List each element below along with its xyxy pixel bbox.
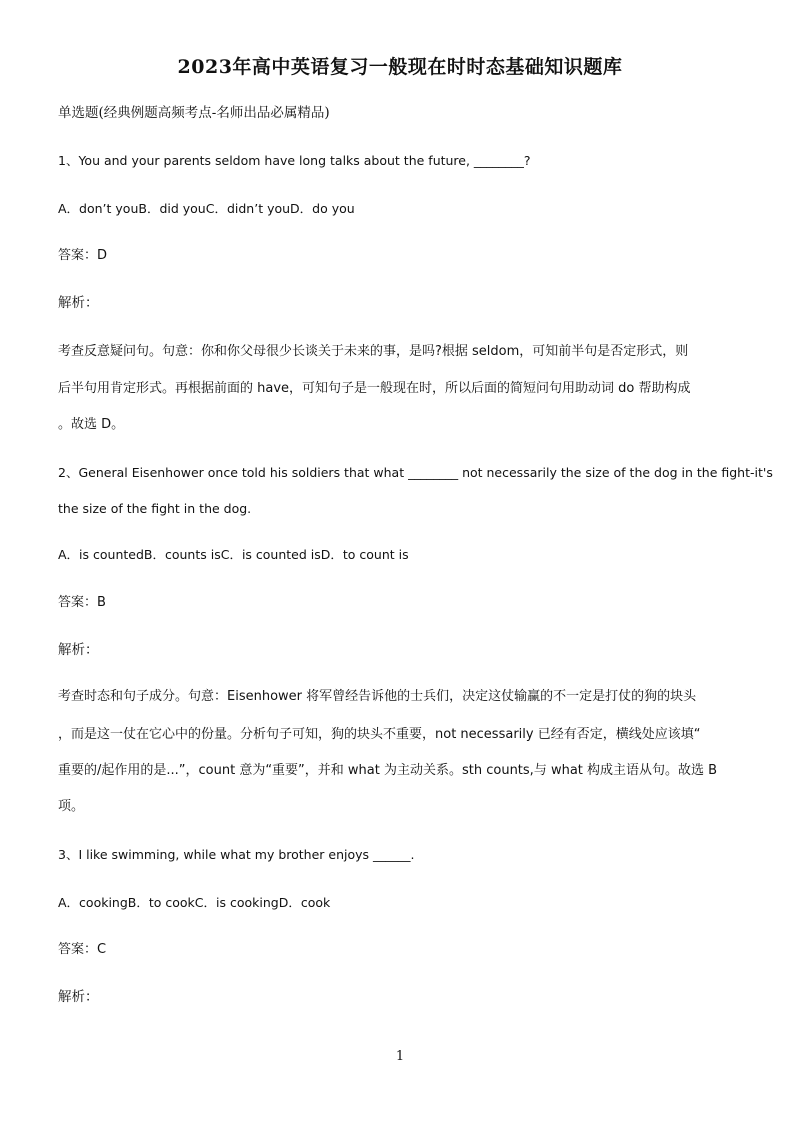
question-1-analysis-line: 。故选 D。 <box>58 417 125 432</box>
page-number: 1 <box>395 1049 405 1064</box>
question-2-analysis-line: ，而是这一仗在它心中的份量。分析句子可知，狗的块头不重要，not necessarily 已经有否定，横线处应该填“ <box>58 727 701 742</box>
question-3-analysis-label: 解析： <box>58 989 99 1005</box>
document-title: 2023年高中英语复习一般现在时时态基础知识题库 <box>177 56 623 78</box>
question-2-analysis-line: 项。 <box>58 799 85 814</box>
question-1-options: A．don’t youB．did youC．didn’t youD．do you <box>58 201 355 216</box>
question-2-stem: the size of the fight in the dog. <box>58 501 252 516</box>
question-2-analysis-line: 重要的/起作用的是...”，count 意为“重要”，并和 what 为主动关系。sth counts,与 what 构成主语从句。故选 B <box>58 763 718 778</box>
question-1-analysis-label: 解析： <box>58 295 99 311</box>
question-1-analysis-line: 后半句用肯定形式。再根据前面的 have，可知句子是一般现在时，所以后面的简短问句用助动词 do 帮助构成 <box>58 381 691 396</box>
question-1-analysis-line: 考查反意疑问句。句意：你和你父母很少长谈关于未来的事，是吗?根据 seldom，可知前半句是否定形式，则 <box>58 344 689 359</box>
question-3-answer: 答案：C <box>58 942 107 957</box>
question-1-stem: 1、You and your parents seldom have long talks about the future, ________? <box>58 153 531 168</box>
section-label: 单选题(经典例题高频考点-名师出品必属精品) <box>58 105 330 121</box>
question-2-stem: 2、General Eisenhower once told his soldiers that what ________ not necessarily the size of the dog in the fight-it's <box>58 465 773 480</box>
question-2-analysis-label: 解析： <box>58 642 99 658</box>
question-3-options: A．cookingB．to cookC．is cookingD．cook <box>58 895 331 910</box>
question-2-analysis-line: 考查时态和句子成分。句意：Eisenhower 将军曾经告诉他的士兵们，决定这仗输赢的不一定是打仗的狗的块头 <box>58 689 697 704</box>
question-2-answer: 答案：B <box>58 595 106 610</box>
question-1-answer: 答案：D <box>58 248 108 263</box>
question-2-options: A．is countedB．counts isC．is counted isD．to count is <box>58 547 409 562</box>
question-3-stem: 3、I like swimming, while what my brother enjoys ______. <box>58 847 415 862</box>
